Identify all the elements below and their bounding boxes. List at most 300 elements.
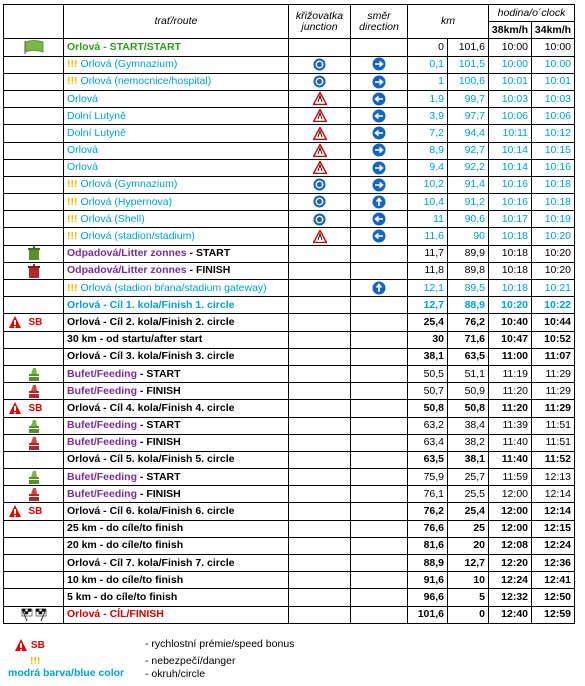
time-38-cell: 10:14 (489, 159, 532, 176)
time-34-cell: 10:16 (532, 159, 575, 176)
km-cell: 8,9 (408, 142, 448, 159)
km-cell: 1 (408, 73, 448, 90)
roundabout-icon (313, 196, 326, 208)
table-row (4, 56, 575, 73)
arrow-left-icon (372, 110, 386, 122)
direction-cell (351, 451, 408, 468)
marker-cell (4, 159, 64, 176)
time-38-cell: 10:03 (489, 90, 532, 107)
table-row (4, 555, 575, 572)
km-remaining-cell: 90 (448, 228, 489, 245)
time-34-cell: 10:06 (532, 108, 575, 125)
table-row (4, 434, 575, 451)
km-cell: 30 (408, 331, 448, 348)
danger-marker: !!! (67, 195, 78, 208)
time-38-cell: 12:24 (489, 572, 532, 589)
header-speed-38: 38km/h (489, 22, 532, 39)
time-38-cell: 12:20 (489, 555, 532, 572)
route-name: Orlová (nemocnice/hospital) (80, 75, 212, 88)
time-34-cell: 10:18 (532, 194, 575, 211)
route-cell (64, 90, 289, 107)
arrow-right-icon (372, 58, 386, 70)
marker-cell (4, 280, 64, 297)
direction-cell (351, 142, 408, 159)
time-38-cell: 10:40 (489, 314, 532, 331)
danger-marker: !!! (67, 178, 78, 191)
km-cell: 50,8 (408, 400, 448, 417)
km-cell: 50,5 (408, 365, 448, 382)
km-cell: 81,6 (408, 537, 448, 554)
table-row (4, 486, 575, 503)
route-name: Bufet/Feeding (67, 419, 137, 432)
legend-blue-text: - okruh/circle (145, 668, 206, 680)
marker-cell (4, 73, 64, 90)
time-38-cell: 10:11 (489, 125, 532, 142)
table-row (4, 39, 575, 56)
km-remaining-cell: 89,5 (448, 280, 489, 297)
table-row (4, 589, 575, 606)
km-cell: 7,2 (408, 125, 448, 142)
marker-cell (4, 176, 64, 193)
junction-cell (289, 56, 351, 73)
header-km: km (408, 5, 489, 39)
marker-cell (4, 555, 64, 572)
time-38-cell: 11:59 (489, 469, 532, 486)
junction-cell (289, 400, 351, 417)
km-remaining-cell: 50,8 (448, 400, 489, 417)
time-34-cell: 11:51 (532, 434, 575, 451)
route-cell (64, 314, 289, 331)
time-38-cell: 11:00 (489, 348, 532, 365)
route-name: Orlová - Cíl 5. kola/Finish 5. circle (67, 453, 235, 466)
legend-danger-symbol: !!! (30, 655, 41, 667)
junction-cell (289, 589, 351, 606)
time-38-cell: 10:01 (489, 73, 532, 90)
junction-cell (289, 194, 351, 211)
junction-cell (289, 125, 351, 142)
time-34-cell: 11:29 (532, 400, 575, 417)
time-34-cell: 10:44 (532, 314, 575, 331)
arrow-left-icon (372, 127, 386, 139)
marker-cell (4, 434, 64, 451)
header-direction (351, 5, 408, 39)
arrow-right-icon (372, 178, 386, 190)
junction-cell (289, 520, 351, 537)
direction-cell (351, 245, 408, 262)
direction-cell (351, 400, 408, 417)
arrow-right-icon (372, 161, 386, 173)
time-38-cell: 12:32 (489, 589, 532, 606)
junction-cell (289, 159, 351, 176)
km-remaining-cell: 12,7 (448, 555, 489, 572)
route-cell (64, 434, 289, 451)
marker-cell (4, 417, 64, 434)
direction-cell (351, 537, 408, 554)
route-name: Orlová - Cíl 4. kola/Finish 4. circle (67, 401, 235, 414)
km-remaining-cell: 51,1 (448, 365, 489, 382)
route-cell (64, 469, 289, 486)
marker-cell (4, 142, 64, 159)
litter-start-icon (26, 247, 42, 259)
table-row (4, 159, 575, 176)
marker-cell (4, 383, 64, 400)
arrow-left-icon (372, 230, 386, 242)
junction-cell (289, 469, 351, 486)
time-34-cell: 12:36 (532, 555, 575, 572)
direction-cell (351, 417, 408, 434)
route-cell (64, 108, 289, 125)
danger-marker: !!! (67, 281, 78, 294)
km-remaining-cell: 97,7 (448, 108, 489, 125)
time-34-cell: 12:59 (532, 606, 575, 623)
table-row (4, 73, 575, 90)
route-name: Orlová - Cíl 1. kola/Finish 1. circle (67, 298, 235, 311)
junction-cell (289, 434, 351, 451)
route-name: Orlová - Cíl 7. kola/Finish 7. circle (67, 556, 235, 569)
km-remaining-cell: 0 (448, 606, 489, 623)
time-34-cell: 12:13 (532, 469, 575, 486)
km-remaining-cell: 25,5 (448, 486, 489, 503)
route-cell (64, 211, 289, 228)
route-name: Orlová - Cíl 3. kola/Finish 3. circle (67, 350, 235, 363)
time-38-cell: 12:00 (489, 520, 532, 537)
table-row (4, 451, 575, 468)
route-name: 10 km - do cíle/to finish (67, 573, 184, 586)
route-suffix: - FINISH (137, 436, 181, 449)
danger-marker: !!! (67, 75, 78, 88)
km-cell: 38,1 (408, 348, 448, 365)
direction-cell (351, 383, 408, 400)
time-38-cell: 11:40 (489, 434, 532, 451)
marker-cell (4, 365, 64, 382)
direction-cell (351, 125, 408, 142)
junction-cell (289, 331, 351, 348)
marker-cell (4, 262, 64, 279)
danger-marker: !!! (67, 212, 78, 225)
table-row (4, 520, 575, 537)
km-remaining-cell: 101,6 (448, 39, 489, 56)
direction-cell (351, 56, 408, 73)
route-cell (64, 194, 289, 211)
time-34-cell: 11:29 (532, 365, 575, 382)
km-remaining-cell: 38,4 (448, 417, 489, 434)
table-row (4, 400, 575, 417)
table-row (4, 469, 575, 486)
legend-sb-label: SB (30, 639, 45, 651)
junction-cell (289, 262, 351, 279)
arrow-right-icon (372, 144, 386, 156)
junction-cell (289, 314, 351, 331)
header-junction (289, 5, 351, 39)
km-remaining-cell: 92,2 (448, 159, 489, 176)
feeding-start-icon (26, 471, 42, 483)
header-route: trať/route (64, 5, 289, 39)
time-38-cell: 11:20 (489, 383, 532, 400)
legend-sb-symbol (14, 638, 45, 652)
route-name: Orlová - Cíl 2. kola/Finish 2. circle (67, 315, 235, 328)
time-38-cell: 11:39 (489, 417, 532, 434)
time-34-cell: 12:14 (532, 503, 575, 520)
time-34-cell: 10:21 (532, 280, 575, 297)
route-name: Orlová (67, 92, 98, 105)
arrow-up-icon (372, 196, 386, 208)
km-remaining-cell: 91,2 (448, 194, 489, 211)
route-name: 5 km - do cíle/to finish (67, 590, 178, 603)
table-row (4, 262, 575, 279)
sb-label-cell (26, 400, 64, 417)
marker-cell (4, 297, 64, 314)
route-cell (64, 245, 289, 262)
km-remaining-cell: 101,5 (448, 56, 489, 73)
km-cell: 88,9 (408, 555, 448, 572)
table-row (4, 331, 575, 348)
route-table (3, 4, 575, 624)
header-junction-cz: křižovatka (295, 9, 344, 22)
direction-cell (351, 73, 408, 90)
route-cell (64, 159, 289, 176)
direction-cell (351, 194, 408, 211)
feeding-start-icon (26, 368, 42, 380)
table-row (4, 365, 575, 382)
time-38-cell: 10:16 (489, 194, 532, 211)
marker-cell (4, 589, 64, 606)
direction-cell (351, 331, 408, 348)
roundabout-icon (313, 178, 326, 190)
route-cell (64, 297, 289, 314)
route-cell (64, 125, 289, 142)
route-cell (64, 451, 289, 468)
sb-marker-cell (4, 400, 26, 417)
roundabout-icon (313, 75, 326, 87)
direction-cell (351, 314, 408, 331)
route-cell (64, 262, 289, 279)
route-name: Bufet/Feeding (67, 436, 137, 449)
header-time: hodina/o´clock (489, 5, 575, 22)
junction-cell (289, 503, 351, 520)
route-cell (64, 56, 289, 73)
junction-cell (289, 383, 351, 400)
junction-cell (289, 245, 351, 262)
time-38-cell: 10:20 (489, 297, 532, 314)
route-name: Orlová (67, 161, 98, 174)
route-cell (64, 176, 289, 193)
km-cell: 63,2 (408, 417, 448, 434)
route-cell (64, 331, 289, 348)
junction-cell (289, 555, 351, 572)
route-cell (64, 417, 289, 434)
time-38-cell: 12:00 (489, 503, 532, 520)
time-34-cell: 11:52 (532, 451, 575, 468)
km-cell: 50,7 (408, 383, 448, 400)
direction-cell (351, 39, 408, 56)
route-name: Odpadová/Litter zonnes (67, 264, 187, 277)
km-cell: 1,9 (408, 90, 448, 107)
time-38-cell: 11:19 (489, 365, 532, 382)
km-cell: 3,9 (408, 108, 448, 125)
route-cell (64, 400, 289, 417)
sb-marker-cell (4, 503, 26, 520)
route-name: Bufet/Feeding (67, 470, 137, 483)
time-34-cell: 10:01 (532, 73, 575, 90)
km-remaining-cell: 89,9 (448, 245, 489, 262)
time-38-cell: 10:16 (489, 176, 532, 193)
time-34-cell: 10:12 (532, 125, 575, 142)
km-remaining-cell: 38,2 (448, 434, 489, 451)
route-name: Orlová (stadion bŕana/stadium gateway) (80, 281, 267, 294)
km-cell: 12,1 (408, 280, 448, 297)
marker-cell (4, 211, 64, 228)
km-remaining-cell: 25,4 (448, 503, 489, 520)
km-cell: 91,6 (408, 572, 448, 589)
route-cell (64, 383, 289, 400)
junction-warning-icon (313, 161, 327, 173)
header-direction-en: direction (359, 20, 399, 33)
km-remaining-cell: 100,6 (448, 73, 489, 90)
km-cell: 96,6 (408, 589, 448, 606)
direction-cell (351, 434, 408, 451)
direction-cell (351, 572, 408, 589)
km-remaining-cell: 91,4 (448, 176, 489, 193)
route-cell (64, 365, 289, 382)
table-row (4, 606, 575, 623)
table-row (4, 228, 575, 245)
km-cell: 9,4 (408, 159, 448, 176)
junction-cell (289, 142, 351, 159)
time-34-cell: 12:14 (532, 486, 575, 503)
route-cell (64, 228, 289, 245)
table-row (4, 176, 575, 193)
junction-cell (289, 228, 351, 245)
marker-cell (4, 606, 64, 623)
km-remaining-cell: 76,2 (448, 314, 489, 331)
direction-cell (351, 159, 408, 176)
route-cell (64, 606, 289, 623)
feeding-finish-icon (26, 488, 42, 500)
legend-sb-text: - rychlostní prémie/speed bonus (145, 638, 295, 650)
km-remaining-cell: 5 (448, 589, 489, 606)
time-34-cell: 11:29 (532, 383, 575, 400)
junction-cell (289, 348, 351, 365)
direction-cell (351, 262, 408, 279)
time-34-cell: 10:20 (532, 228, 575, 245)
junction-warning-icon (313, 230, 327, 242)
direction-cell (351, 297, 408, 314)
feeding-finish-icon (26, 385, 42, 397)
route-name: Orlová (Gymnazium) (80, 58, 178, 71)
km-remaining-cell: 10 (448, 572, 489, 589)
junction-warning-icon (313, 144, 327, 156)
direction-cell (351, 520, 408, 537)
km-cell: 76,2 (408, 503, 448, 520)
time-38-cell: 10:00 (489, 39, 532, 56)
time-34-cell: 12:41 (532, 572, 575, 589)
km-remaining-cell: 71,6 (448, 331, 489, 348)
km-remaining-cell: 99,7 (448, 90, 489, 107)
route-suffix: - START (137, 470, 181, 483)
marker-cell (4, 486, 64, 503)
header-junction-en: junction (301, 20, 338, 33)
time-34-cell: 10:00 (532, 56, 575, 73)
route-cell (64, 142, 289, 159)
feeding-start-icon (26, 419, 42, 431)
litter-finish-icon (26, 264, 42, 276)
route-name: 25 km - do cíle/to finish (67, 522, 184, 535)
route-cell (64, 348, 289, 365)
route-name: Bufet/Feeding (67, 384, 137, 397)
junction-cell (289, 417, 351, 434)
direction-cell (351, 589, 408, 606)
route-name: Orlová - CÍL/FINISH (67, 608, 164, 621)
time-38-cell: 12:40 (489, 606, 532, 623)
time-38-cell: 10:18 (489, 262, 532, 279)
junction-cell (289, 451, 351, 468)
feeding-finish-icon (26, 437, 42, 449)
table-row (4, 314, 575, 331)
time-34-cell: 10:18 (532, 176, 575, 193)
direction-cell (351, 503, 408, 520)
km-remaining-cell: 25 (448, 520, 489, 537)
marker-cell (4, 125, 64, 142)
km-cell: 10,4 (408, 194, 448, 211)
marker-cell (4, 228, 64, 245)
time-34-cell: 10:19 (532, 211, 575, 228)
direction-cell (351, 90, 408, 107)
table-row (4, 194, 575, 211)
marker-cell (4, 39, 64, 56)
time-34-cell: 10:00 (532, 39, 575, 56)
table-row (4, 417, 575, 434)
sb-label-cell (26, 503, 64, 520)
route-cell (64, 486, 289, 503)
table-row (4, 383, 575, 400)
km-cell: 10,2 (408, 176, 448, 193)
km-cell: 11 (408, 211, 448, 228)
junction-cell (289, 108, 351, 125)
table-row (4, 503, 575, 520)
table-row (4, 572, 575, 589)
km-cell: 63,4 (408, 434, 448, 451)
junction-warning-icon (313, 127, 327, 139)
table-row (4, 125, 575, 142)
time-38-cell: 10:14 (489, 142, 532, 159)
marker-cell (4, 56, 64, 73)
marker-cell (4, 469, 64, 486)
junction-cell (289, 73, 351, 90)
time-34-cell: 10:15 (532, 142, 575, 159)
table-row (4, 297, 575, 314)
direction-cell (351, 555, 408, 572)
km-remaining-cell: 20 (448, 537, 489, 554)
km-cell: 0,1 (408, 56, 448, 73)
sb-warning-icon (8, 315, 22, 329)
direction-cell (351, 228, 408, 245)
sb-label-cell (26, 314, 64, 331)
arrow-right-icon (372, 75, 386, 87)
header-row (4, 5, 575, 22)
marker-cell (4, 90, 64, 107)
table-row (4, 280, 575, 297)
table-row (4, 245, 575, 262)
time-34-cell: 11:07 (532, 348, 575, 365)
marker-cell (4, 520, 64, 537)
direction-cell (351, 108, 408, 125)
table-row (4, 211, 575, 228)
arrow-left-icon (372, 93, 386, 105)
km-cell: 101,6 (408, 606, 448, 623)
route-suffix: - FINISH (186, 264, 231, 277)
roundabout-icon (313, 213, 326, 225)
arrow-left-icon (372, 213, 386, 225)
